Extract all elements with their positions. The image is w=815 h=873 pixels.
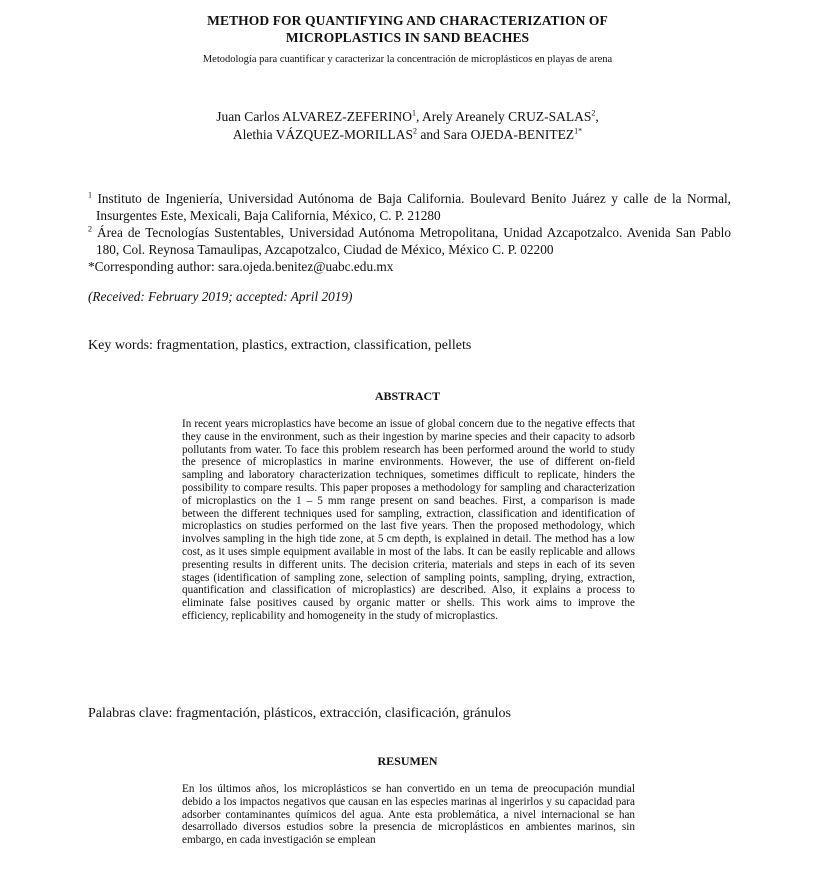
author-affiliation-mark: 1*	[574, 126, 583, 136]
resumen-body: En los últimos años, los microplásticos se han convertido en un tema de preocupación mundial debido a los impactos negativos que causan en las especies marinas al ingerirlos y su capacidad para adsorber contaminantes químicos del agua. Ante esta problemática, a nivel internacional se han desarrollado diversos estudios sobre la presencia de microplásticos en ambientes marinos, sin embargo, en cada investigación se emplean	[182, 783, 635, 847]
affiliation-text: Área de Tecnologías Sustentables, Universidad Autónoma Metropolitana, Unidad Azcapotzalco. Avenida San Pablo 180, Col. Reynosa Tamaulipas, Azcapotzalco, Ciudad de México, México C. P. 02200	[92, 225, 731, 257]
abstract-body: In recent years microplastics have become an issue of global concern due to the negative effects that they cause in the environment, such as their ingestion by marine species and their capacity to adsorb pollutants from water. To face this problem research has been performed around the world to study the presence of microplastics in marine environments. However, the use of different on-field sampling and laboratory characterization techniques, sometimes difficult to replicate, hinders the possibility to compare results. This paper proposes a methodology for sampling and characterization of microplastics on the 1 – 5 mm range present on sand beaches. First, a comparison is made between the different techniques used for sampling, extraction, classification and identification of microplastics on studies performed on the last five years. Then the proposed methodology, which involves sampling in the high tide zone, at 5 cm depth, is explained in detail. The method has a low cost, as it uses simple equipment available in most of the labs. It can be easily replicable and allows presenting results in different units. The decision criteria, materials and steps in each of its seven stages (identification of sampling zone, selection of sampling points, sampling, drying, extraction, quantification and classification of microplastics) are described. Also, it explains a process to eliminate false positives caused by organic matter or shells. This work aims to improve the efficiency, replicability and homogeneity in the study of microplastics.	[182, 418, 635, 622]
author-line-2	[0, 126, 815, 144]
author-name: and Sara OJEDA-BENITEZ	[417, 127, 575, 142]
affiliation-mark: 1	[88, 190, 92, 200]
affiliation-1	[88, 190, 731, 224]
affiliation-2	[88, 224, 731, 258]
keywords: Key words: fragmentation, plastics, extraction, classification, pellets	[88, 338, 472, 353]
paper-title	[0, 12, 815, 46]
paper-title-line-1: METHOD FOR QUANTIFYING AND CHARACTERIZATION OF	[207, 13, 608, 28]
affiliation-text: Instituto de Ingeniería, Universidad Autónoma de Baja California. Boulevard Benito Juárez y calle de la Normal, Insurgentes Este, Mexicali, Baja California, México, C. P. 21280	[92, 191, 731, 223]
author-affiliation-mark: 2	[413, 126, 417, 136]
author-list	[0, 108, 815, 144]
author-affiliation-mark: 1	[411, 108, 416, 118]
resumen-heading: RESUMEN	[377, 754, 438, 768]
paper-subtitle: Metodología para cuantificar y caracterizar la concentración de microplásticos en playas de arena	[202, 54, 613, 65]
palabras-clave: Palabras clave: fragmentación, plásticos, extracción, clasificación, gránulos	[88, 706, 511, 721]
corresponding-author: *Corresponding author: sara.ojeda.benitez@uabc.edu.mx	[88, 259, 394, 274]
paper-title-line-2: MICROPLASTICS IN SAND BEACHES	[285, 30, 530, 45]
abstract-heading: ABSTRACT	[374, 389, 441, 403]
author-name: Alethia VÁZQUEZ-MORILLAS	[232, 127, 413, 142]
received-dates: (Received: February 2019; accepted: April 2019)	[88, 289, 353, 304]
affiliations	[88, 190, 731, 275]
author-line-1: Juan Carlos ALVAREZ-ZEFERINO$^1$, Arely Areanely CRUZ-SALAS$^2$,	[216, 108, 599, 124]
affiliation-mark: 2	[88, 224, 92, 234]
author-name: , Arely Areanely CRUZ-SALAS	[415, 109, 592, 124]
author-name: Juan Carlos ALVAREZ-ZEFERINO	[216, 109, 412, 124]
author-affiliation-mark: 2	[591, 108, 596, 118]
